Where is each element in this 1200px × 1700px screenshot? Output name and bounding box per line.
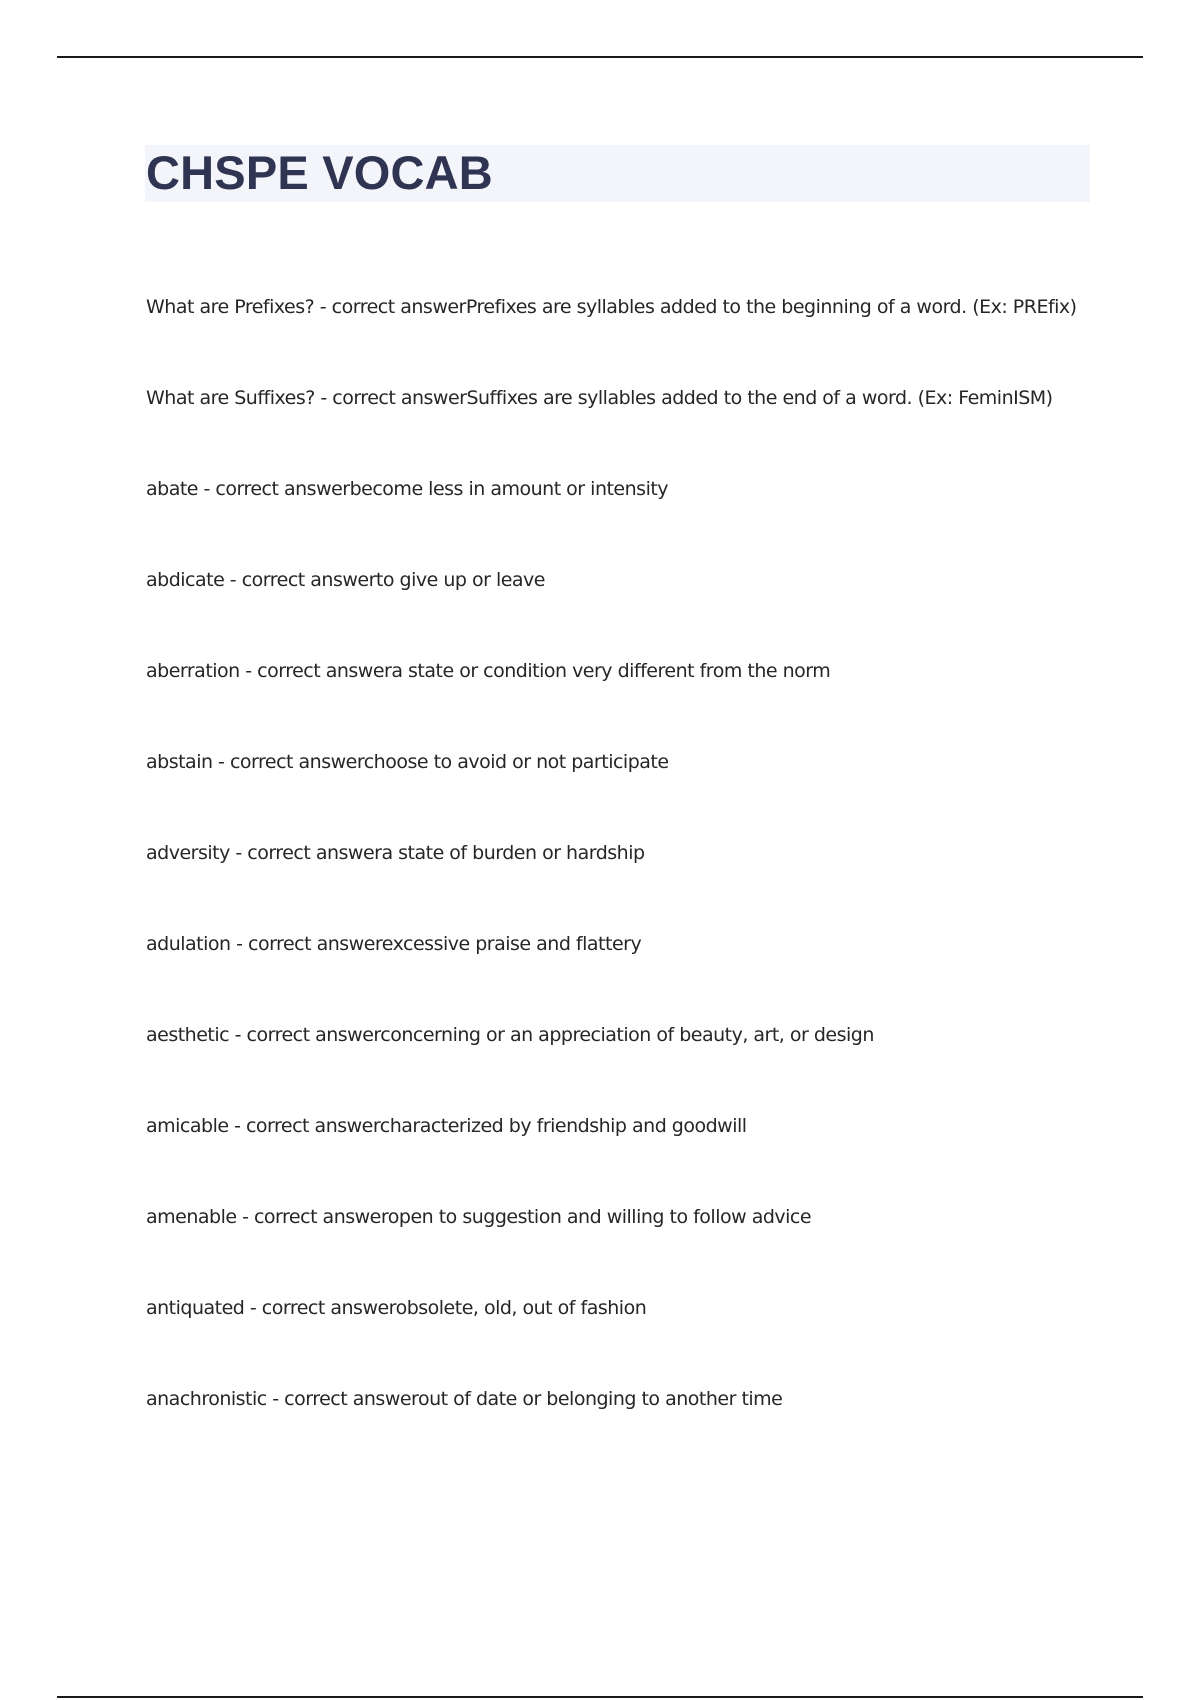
vocab-entry: abate - correct answerbecome less in amount or intensity	[146, 478, 669, 500]
vocab-entry: aesthetic - correct answerconcerning or an appreciation of beauty, art, or design	[146, 1024, 874, 1046]
vocab-entry: abstain - correct answerchoose to avoid or not participate	[146, 751, 669, 773]
document-title: CHSPE VOCAB	[146, 146, 493, 199]
vocab-entry: aberration - correct answera state or condition very different from the norm	[146, 660, 831, 682]
vocab-entry: adulation - correct answerexcessive praise and flattery	[146, 933, 642, 955]
vocab-entry: What are Prefixes? - correct answerPrefixes are syllables added to the beginning of a word. (Ex: PREfix)	[146, 296, 1077, 318]
vocab-entry: amicable - correct answercharacterized by friendship and goodwill	[146, 1115, 747, 1137]
vocab-list	[146, 290, 1106, 1473]
vocab-entry: adversity - correct answera state of burden or hardship	[146, 842, 645, 864]
vocab-entry: What are Suffixes? - correct answerSuffixes are syllables added to the end of a word. (Ex: FeminISM)	[146, 387, 1053, 409]
vocab-entry: antiquated - correct answerobsolete, old, out of fashion	[146, 1297, 647, 1319]
vocab-entry: amenable - correct answeropen to suggestion and willing to follow advice	[146, 1206, 812, 1228]
header-rule	[57, 56, 1143, 58]
vocab-entry: anachronistic - correct answerout of date or belonging to another time	[146, 1388, 783, 1410]
vocab-entry: abdicate - correct answerto give up or leave	[146, 569, 545, 591]
footer-rule	[57, 1696, 1143, 1698]
